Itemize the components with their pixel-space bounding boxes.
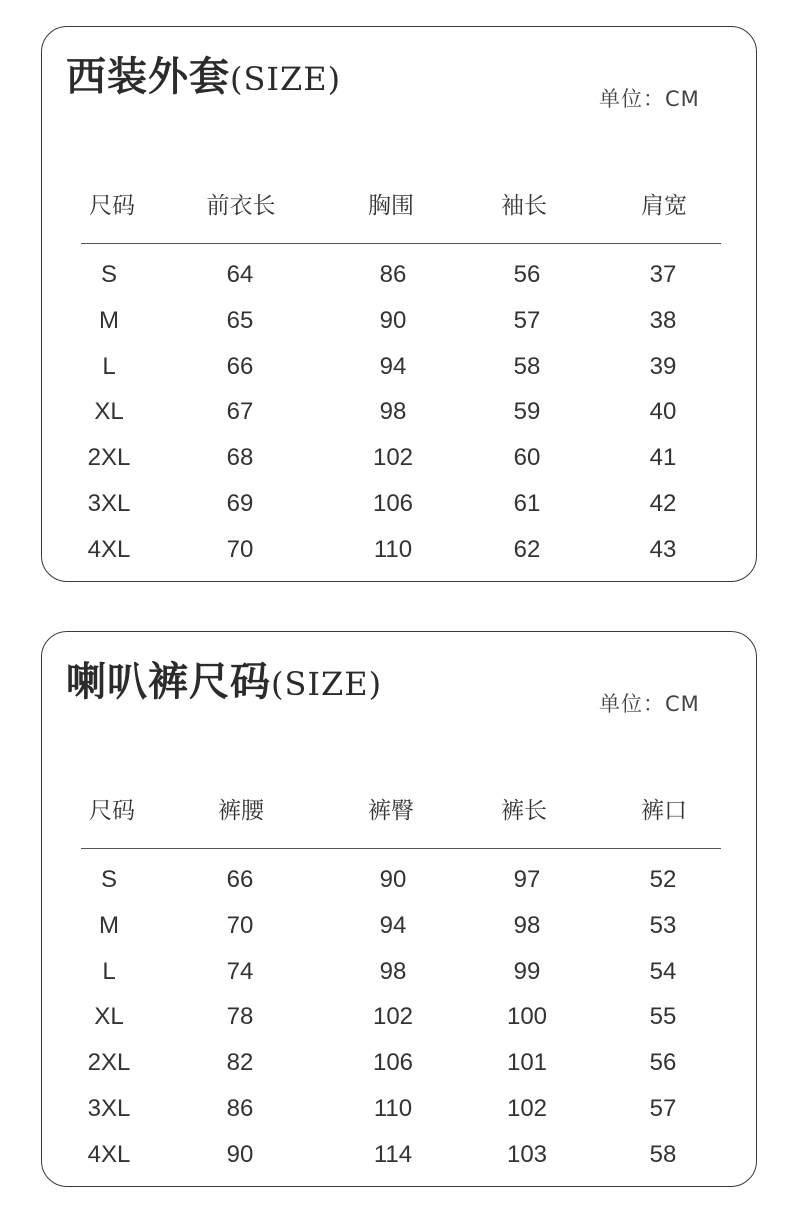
- table-row: [42, 536, 756, 582]
- table-cell: 2XL: [87, 1049, 131, 1077]
- table-cell: 106: [372, 1049, 414, 1077]
- table-cell: 69: [226, 489, 254, 517]
- table-row: [42, 490, 756, 536]
- table-cell: 38: [649, 306, 677, 334]
- pants-header-length: 裤长: [501, 798, 547, 824]
- pants-header-size: 尺码: [89, 798, 135, 824]
- table-cell: 56: [649, 1049, 677, 1077]
- jacket-header-shoulder: 肩宽: [641, 193, 687, 219]
- jacket-header-sleeve: 袖长: [501, 193, 547, 219]
- table-cell: 40: [649, 398, 677, 426]
- table-row: [42, 353, 756, 399]
- table-row: [42, 398, 756, 444]
- table-row: [42, 958, 756, 1004]
- pants-size-card: [41, 631, 757, 1187]
- jacket-title-main: 西装外套: [66, 53, 230, 100]
- jacket-header-chest: 胸围: [368, 193, 414, 219]
- table-cell: 90: [226, 1140, 254, 1168]
- table-row: [42, 912, 756, 958]
- table-cell: 86: [379, 261, 407, 288]
- table-cell: 54: [649, 957, 677, 985]
- jacket-header-divider: [81, 243, 721, 244]
- table-cell: 4XL: [87, 1140, 131, 1168]
- table-row: [42, 1003, 756, 1049]
- table-cell: 43: [649, 535, 677, 563]
- table-cell: 52: [649, 866, 677, 893]
- table-row: [42, 261, 756, 307]
- table-cell: 59: [513, 398, 541, 426]
- table-cell: 86: [226, 1094, 254, 1122]
- table-cell: 60: [513, 444, 541, 472]
- table-cell: 66: [226, 866, 254, 893]
- table-row: [42, 307, 756, 353]
- table-cell: 62: [513, 535, 541, 563]
- table-cell: 114: [373, 1140, 413, 1168]
- table-row: [42, 1049, 756, 1095]
- jacket-header-row: [42, 187, 756, 217]
- pants-header-row: [42, 792, 756, 822]
- table-cell: 103: [506, 1140, 548, 1168]
- table-cell: 97: [513, 866, 541, 893]
- pants-unit-label: 单位：CM: [599, 692, 700, 716]
- table-cell: 67: [226, 398, 254, 426]
- jacket-title-sub: (SIZE): [230, 60, 342, 98]
- table-cell: 57: [513, 306, 541, 334]
- pants-title: [66, 658, 383, 705]
- jacket-header-size: 尺码: [89, 193, 135, 219]
- pants-header-hip: 裤臀: [368, 798, 414, 824]
- table-cell: 3XL: [87, 1094, 131, 1122]
- table-cell: 64: [226, 261, 254, 288]
- table-cell: M: [99, 306, 119, 334]
- jacket-size-card: [41, 26, 757, 582]
- table-cell: 74: [226, 957, 254, 985]
- table-cell: 102: [372, 1003, 414, 1031]
- table-cell: 100: [506, 1003, 548, 1031]
- table-cell: S: [100, 261, 118, 288]
- pants-title-sub: (SIZE): [271, 665, 383, 703]
- table-cell: 94: [379, 911, 407, 939]
- table-cell: 42: [649, 489, 677, 517]
- table-cell: XL: [94, 398, 124, 426]
- table-cell: 61: [513, 489, 541, 517]
- table-cell: 65: [226, 306, 254, 334]
- jacket-header-length: 前衣长: [206, 193, 276, 219]
- table-cell: L: [102, 352, 116, 380]
- table-row: [42, 444, 756, 490]
- table-cell: 82: [226, 1049, 254, 1077]
- table-cell: 68: [226, 444, 254, 472]
- table-cell: 56: [513, 261, 541, 288]
- table-cell: 58: [513, 352, 541, 380]
- jacket-title: [66, 53, 342, 100]
- table-cell: 98: [379, 957, 407, 985]
- table-cell: 39: [649, 352, 677, 380]
- table-cell: S: [100, 866, 118, 893]
- table-cell: 41: [649, 444, 677, 472]
- table-cell: 70: [226, 911, 254, 939]
- table-cell: 98: [513, 911, 541, 939]
- table-cell: 70: [226, 535, 254, 563]
- table-row: [42, 1095, 756, 1141]
- table-cell: 3XL: [87, 489, 131, 517]
- table-cell: M: [99, 911, 119, 939]
- pants-header-hem: 裤口: [641, 798, 687, 824]
- table-cell: 101: [506, 1049, 548, 1077]
- table-cell: 90: [379, 866, 407, 893]
- table-cell: 102: [506, 1094, 548, 1122]
- table-cell: 66: [226, 352, 254, 380]
- table-cell: 4XL: [87, 535, 131, 563]
- table-cell: XL: [94, 1003, 124, 1031]
- table-row: [42, 866, 756, 912]
- pants-title-main: 喇叭裤尺码: [66, 658, 271, 705]
- table-cell: 2XL: [87, 444, 131, 472]
- table-cell: 99: [513, 957, 541, 985]
- table-cell: 110: [373, 535, 413, 563]
- table-cell: 94: [379, 352, 407, 380]
- table-row: [42, 1141, 756, 1187]
- table-cell: 53: [649, 911, 677, 939]
- pants-table-body: [42, 866, 756, 1187]
- table-cell: 102: [372, 444, 414, 472]
- table-cell: 110: [373, 1094, 413, 1122]
- table-cell: 106: [372, 489, 414, 517]
- table-cell: 98: [379, 398, 407, 426]
- table-cell: 37: [649, 261, 677, 288]
- pants-header-divider: [81, 848, 721, 849]
- pants-header-waist: 裤腰: [218, 798, 264, 824]
- jacket-unit-label: 单位：CM: [599, 87, 700, 111]
- jacket-table-body: [42, 261, 756, 582]
- table-cell: L: [102, 957, 116, 985]
- table-cell: 57: [649, 1094, 677, 1122]
- table-cell: 90: [379, 306, 407, 334]
- table-cell: 55: [649, 1003, 677, 1031]
- table-cell: 58: [649, 1140, 677, 1168]
- table-cell: 78: [226, 1003, 254, 1031]
